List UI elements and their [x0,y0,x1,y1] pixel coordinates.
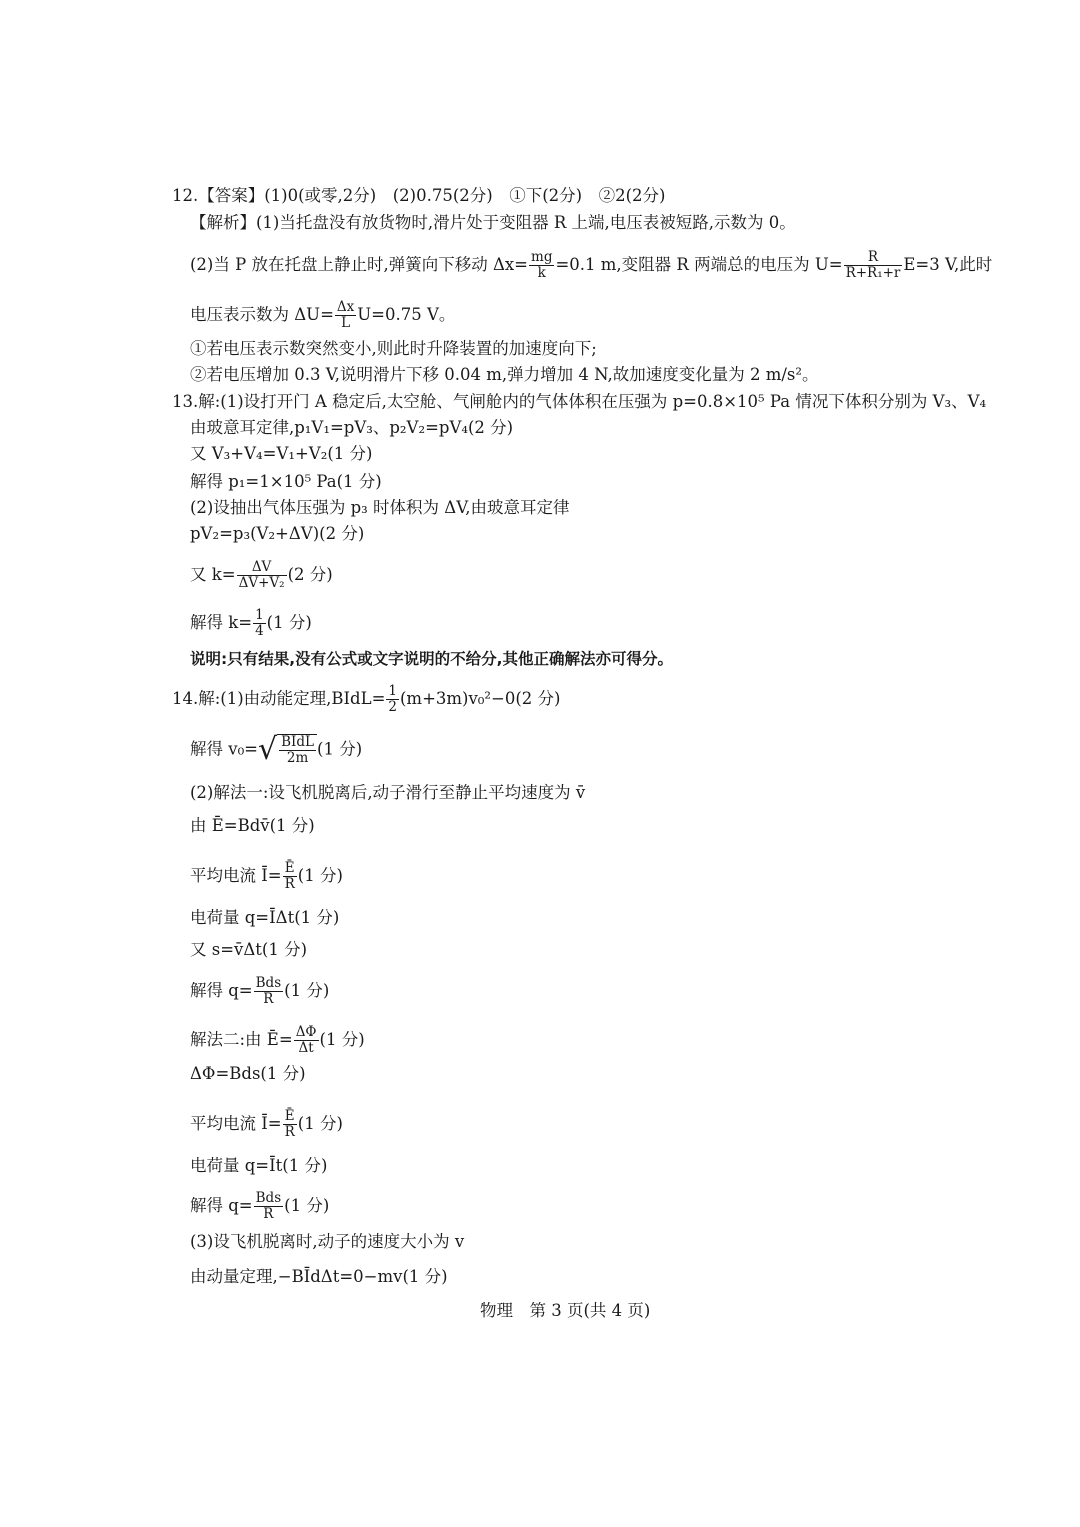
fraction-numerator: Bds [255,975,282,991]
q14-line-3: (2)解法一:设飞机脱离后,动子滑行至静止平均速度为 v̄ [190,783,586,802]
fraction-numerator: Ē [283,1109,297,1125]
fraction-Bds-over-R [254,1191,284,1222]
fraction-denominator: 2 [388,699,397,715]
fraction-numerator: Δx [336,299,355,315]
q12-explain-2 [190,250,992,281]
q14-line-14: (3)设飞机脱离时,动子的速度大小为 v [190,1232,465,1251]
q14-line-8-text-b: (1 分) [284,981,330,1000]
fraction-numerator: mg [531,249,553,265]
q12-explain-5: ②若电压增加 0.3 V,说明滑片下移 0.04 m,弹力增加 4 N,故加速度变化量为 2 m/s²。 [190,365,819,384]
fraction-E-over-R [283,861,297,892]
q14-line-13-text-a: 解得 q= [190,1196,253,1215]
fraction-numerator: 1 [255,607,264,623]
q12-explain-2-text-b: =0.1 m,变阻器 R 两端总的电压为 U= [555,255,843,274]
q12-explain-1: 【解析】(1)当托盘没有放货物时,滑片处于变阻器 R 上端,电压表被短路,示数为 0。 [190,213,796,232]
q14-line-9 [190,1025,365,1056]
q14-line-5-text-b: (1 分) [297,866,343,885]
fraction-numerator: ΔV [237,560,287,576]
q14-line-8 [190,976,329,1007]
q12-answer: 12.【答案】(1)0(或零,2分) (2)0.75(2分) ①下(2分) ②2(2分) [172,186,666,205]
q14-line-8-text-a: 解得 q= [190,981,253,1000]
fraction-denominator: L [341,315,351,331]
fraction-numerator: Ē [283,861,297,877]
fraction-numerator: Bds [255,1190,282,1206]
q14-line-4: 由 Ē=Bdv̄(1 分) [190,816,315,835]
q14-line-7: 又 s=v̄Δt(1 分) [190,940,308,959]
fraction-denominator: 2m [286,750,309,766]
q13-line-5: (2)设抽出气体压强为 p₃ 时体积为 ΔV,由玻意耳定律 [190,498,570,517]
q12-explain-4: ①若电压表示数突然变小,则此时升降装置的加速度向下; [190,339,597,358]
q13-line-6: pV₂=p₃(V₂+ΔV)(2 分) [190,524,365,543]
q13-line-7 [190,560,333,591]
fraction-denominator: k [537,265,546,281]
q14-line-1-text-a: 14.解:(1)由动能定理,BIdL= [172,689,386,708]
q14-line-10: ΔΦ=Bds(1 分) [190,1064,306,1083]
q14-line-5 [190,861,343,892]
fraction-denominator: R [284,1124,295,1140]
q14-line-2-text-a: 解得 v₀= [190,739,259,759]
q14-line-1 [172,684,560,715]
q14-line-6: 电荷量 q=ĪΔt(1 分) [190,908,340,927]
fraction-one-half [386,684,399,715]
fraction-denominator: R+R₁+r [845,265,901,281]
q14-line-5-text-a: 平均电流 Ī= [190,866,282,885]
square-root [258,734,317,766]
q14-line-9-text-a: 解法二:由 Ē= [190,1030,293,1049]
fraction-numerator: R [844,250,903,266]
q14-line-11-text-a: 平均电流 Ī= [190,1114,282,1133]
q13-line-7-text-b: (2 分) [287,565,333,584]
q12-explain-3-text-a: 电压表示数为 ΔU= [190,305,334,324]
fraction-denominator: Δt [298,1040,314,1056]
q13-line-8-text-a: 解得 k= [190,613,253,632]
q14-line-2 [190,734,362,766]
q12-explain-3-text-b: U=0.75 V。 [357,305,456,324]
fraction-k-definition [237,560,287,591]
fraction-numerator: BIdL [281,734,315,750]
radical-sign-icon: √ [258,732,278,767]
q14-line-9-text-b: (1 分) [319,1030,365,1049]
q14-line-11 [190,1109,343,1140]
fraction-Bds-over-R [254,976,284,1007]
fraction-BIdL-over-2m [279,735,316,766]
fraction-denominator: R [263,1206,274,1222]
q13-line-1: 13.解:(1)设打开门 A 稳定后,太空舱、气闸舱内的气体体积在压强为 p=0.8×10⁵ Pa 情况下体积分别为 V₃、V₄ [172,392,987,411]
fraction-denominator: R [284,876,295,892]
page-footer: 物理 第 3 页(共 4 页) [480,1301,651,1320]
q13-line-2: 由玻意耳定律,p₁V₁=pV₃、p₂V₂=pV₄(2 分) [190,418,514,437]
fraction-numerator: 1 [388,683,397,699]
fraction-dx-over-L [335,300,356,331]
q13-line-4: 解得 p₁=1×10⁵ Pa(1 分) [190,472,382,491]
q14-line-2-text-b: (1 分) [317,739,363,759]
q12-explain-3 [190,300,455,331]
fraction-denominator: ΔV+V₂ [238,575,285,591]
fraction-numerator: ΔΦ [295,1024,317,1040]
fraction-denominator: 4 [255,623,264,639]
q12-explain-2-text-a: (2)当 P 放在托盘上静止时,弹簧向下移动 Δx= [190,255,529,274]
q14-line-1-text-b: (m+3m)v₀²−0(2 分) [400,689,561,708]
fraction-denominator: R [263,991,274,1007]
q13-line-7-text-a: 又 k= [190,565,236,584]
q13-line-3: 又 V₃+V₄=V₁+V₂(1 分) [190,444,373,463]
q13-line-8 [190,608,312,639]
q14-line-13 [190,1191,329,1222]
fraction-dPhi-over-dt [294,1025,319,1056]
q14-line-12: 电荷量 q=Īt(1 分) [190,1156,328,1175]
q14-line-11-text-b: (1 分) [297,1114,343,1133]
q14-line-15: 由动量定理,−BĪdΔt=0−mv(1 分) [190,1267,448,1286]
q13-note: 说明:只有结果,没有公式或文字说明的不给分,其他正确解法亦可得分。 [190,650,673,668]
q13-line-8-text-b: (1 分) [266,613,312,632]
fraction-E-over-R [283,1109,297,1140]
fraction-mg-over-k [529,250,554,281]
q14-line-13-text-b: (1 分) [284,1196,330,1215]
fraction-one-quarter [253,608,266,639]
q12-explain-2-text-c: E=3 V,此时 [903,255,993,274]
fraction-voltage-divider [844,250,903,281]
